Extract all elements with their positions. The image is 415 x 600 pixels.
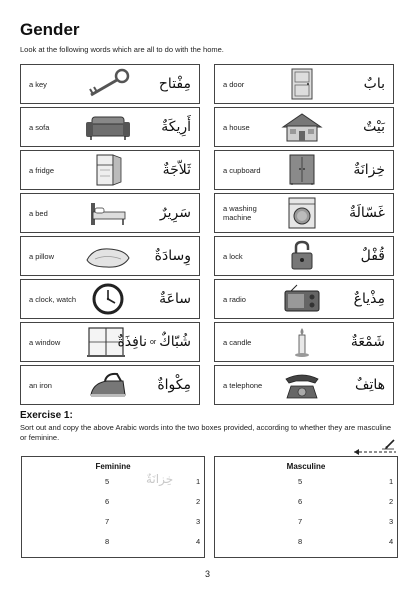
arabic-word: مِفْتاح — [158, 76, 191, 92]
english-word: a sofa — [29, 122, 50, 132]
vocab-row — [20, 193, 394, 233]
clock-icon — [83, 283, 133, 315]
exercise-instructions: Sort out and copy the above Arabic words into the two boxes provided, according to whether they are masculine or feminine. — [20, 423, 392, 442]
answer-number: 1 — [389, 477, 394, 486]
vocab-card — [20, 279, 200, 319]
vocab-card — [20, 150, 200, 190]
english-word: a radio — [223, 294, 246, 304]
intro-text: Look at the following words which are all to do with the home. — [20, 45, 224, 54]
english-word: a candle — [223, 337, 252, 347]
key-icon — [83, 68, 133, 100]
page-title: Gender — [20, 20, 80, 39]
arabic-word: شُبّاكٌ — [159, 334, 191, 350]
answer-number: 6 — [105, 497, 110, 506]
arabic-word-pair — [117, 323, 191, 361]
vocab-card — [214, 279, 394, 319]
sofa-icon — [83, 111, 133, 143]
radio-icon — [277, 283, 327, 315]
answer-number: 7 — [298, 517, 303, 526]
iron-icon — [83, 369, 133, 401]
page-number: 3 — [204, 569, 210, 579]
vocab-row — [20, 64, 394, 104]
feminine-heading: Feminine — [95, 462, 131, 471]
arabic-word: مِكْواةٌ — [157, 377, 191, 393]
arabic-word: وِسادَةٌ — [154, 248, 191, 264]
english-word: a house — [223, 122, 250, 132]
fridge-icon — [83, 154, 133, 186]
vocab-card — [214, 193, 394, 233]
example-answer: خِزانَةٌ — [146, 472, 174, 486]
english-word: a pillow — [29, 251, 55, 261]
cupboard-icon — [277, 154, 327, 186]
vocab-card — [20, 107, 200, 147]
vocab-row — [20, 150, 394, 190]
arabic-word: شَمْعَةٌ — [350, 334, 385, 350]
vocab-card — [20, 236, 200, 276]
arabic-word: مِذْياعٌ — [353, 291, 385, 307]
answer-number: 4 — [196, 537, 201, 546]
english-word: a window — [29, 337, 61, 347]
telephone-icon — [277, 369, 327, 401]
arabic-word: قُفْلٌ — [360, 248, 385, 264]
vocab-card — [20, 322, 200, 362]
english-word: a door — [223, 79, 245, 89]
english-word: a bed — [29, 208, 48, 218]
arabic-word-alt: نافِذَةٌ — [117, 334, 147, 350]
answer-number: 5 — [105, 477, 110, 486]
house-icon — [277, 111, 327, 143]
answer-number: 4 — [389, 537, 394, 546]
arabic-word: سَرِيرٌ — [159, 205, 191, 221]
answer-number: 8 — [298, 537, 303, 546]
vocab-card — [20, 64, 200, 104]
answer-number: 1 — [196, 477, 201, 486]
answer-number: 5 — [298, 477, 303, 486]
answer-number: 3 — [196, 517, 201, 526]
exercise-title: Exercise 1: — [20, 410, 73, 421]
vocab-card — [214, 236, 394, 276]
pillow-icon — [83, 240, 133, 272]
vocab-row — [20, 365, 394, 405]
masculine-box[interactable] — [214, 456, 398, 558]
arabic-word: أَرِيكَةٌ — [161, 119, 191, 135]
arabic-word: غَسّالَةٌ — [349, 205, 385, 221]
lock-icon — [277, 240, 327, 272]
answer-number: 6 — [298, 497, 303, 506]
vocab-card — [214, 107, 394, 147]
answer-number: 8 — [105, 537, 110, 546]
arabic-word: بَيْتٌ — [363, 119, 385, 135]
feminine-box[interactable] — [21, 456, 205, 558]
vocab-row — [20, 236, 394, 276]
masculine-heading: Masculine — [286, 462, 326, 471]
vocab-card — [214, 150, 394, 190]
vocab-card — [20, 365, 200, 405]
vocab-row — [20, 279, 394, 319]
english-word: a clock, watch — [29, 294, 77, 304]
english-word: a cupboard — [223, 165, 261, 175]
arabic-word: ثَلاّجَةٌ — [162, 162, 191, 178]
english-word: a washing machine — [223, 204, 257, 222]
arabic-word: بابٌ — [363, 76, 385, 92]
pencil-icon — [352, 438, 398, 456]
answer-number: 2 — [389, 497, 394, 506]
candle-icon — [277, 326, 327, 358]
answer-number: 3 — [389, 517, 394, 526]
vocab-card — [214, 365, 394, 405]
arabic-word: خِزانَةٌ — [353, 162, 385, 178]
vocab-card — [214, 64, 394, 104]
english-word: an iron — [29, 380, 52, 390]
arabic-word: هاتِفٌ — [354, 377, 385, 393]
answer-number: 7 — [105, 517, 110, 526]
english-word: a key — [29, 79, 47, 89]
answer-number: 2 — [196, 497, 201, 506]
english-word: a fridge — [29, 165, 55, 175]
english-word: a lock — [223, 251, 243, 261]
vocab-row — [20, 107, 394, 147]
washing-machine-icon — [277, 197, 327, 229]
vocab-card — [214, 322, 394, 362]
or-label: or — [150, 338, 157, 346]
arabic-word: ساعَةٌ — [159, 291, 191, 307]
door-icon — [277, 68, 327, 100]
english-word: a telephone — [223, 380, 263, 390]
vocab-row — [20, 322, 394, 362]
bed-icon — [83, 197, 133, 229]
vocab-card — [20, 193, 200, 233]
